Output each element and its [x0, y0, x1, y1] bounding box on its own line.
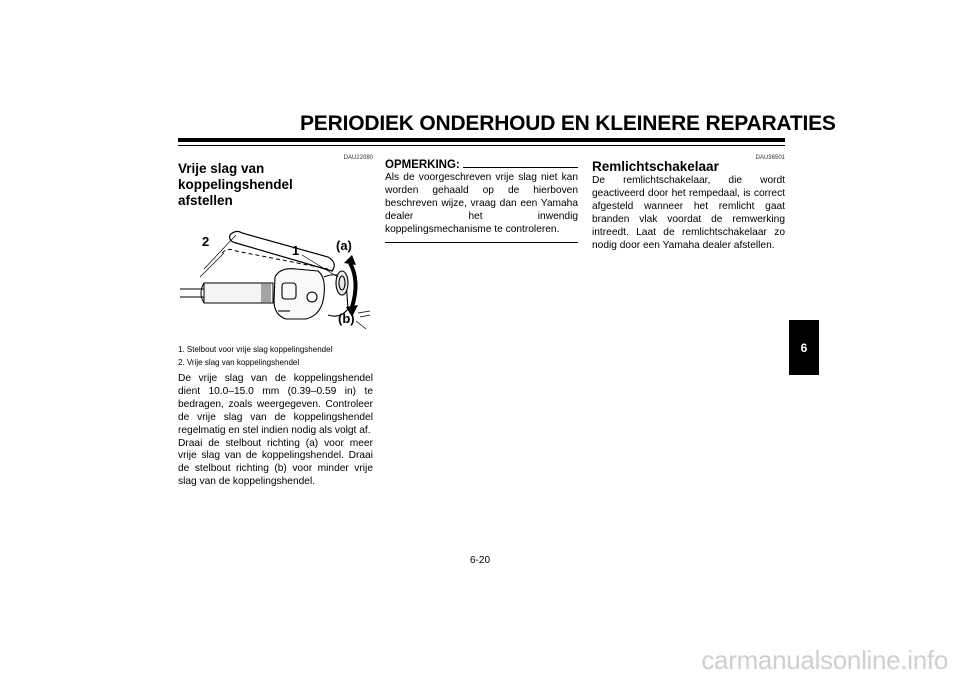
- note-text: Als de voorgeschreven vrije slag niet kan worden gehaald op de hierboven beschreven wijze, vraag dan een Yamaha dealer het inwendig koppelingsmechanisme te controleren.: [385, 172, 578, 235]
- handlebar-grip: [180, 283, 273, 303]
- clutch-body-text: De vrije slag van de koppelingshendel dient 10.0–15.0 mm (0.39–0.59 in) te bedragen, zoals weergegeven. Controleer de vrije slag van de koppelingshendel regelmatig en stel indien nodig als volgt af.: [178, 373, 373, 436]
- chapter-tab: 6: [789, 320, 819, 375]
- note-section: [385, 159, 578, 243]
- caption-item: 2. Vrije slag van koppelingshendel: [178, 358, 300, 367]
- note-bottom-rule: [385, 242, 578, 243]
- section-code-brake: DAU36501: [755, 155, 785, 161]
- clutch-heading-line2: afstellen: [178, 193, 233, 208]
- clutch-section: [178, 161, 373, 489]
- arrow-head-a: [344, 255, 356, 265]
- note-label: OPMERKING:: [385, 159, 460, 171]
- page-header-title: PERIODIEK ONDERHOUD EN KLEINERE REPARATIES: [300, 112, 836, 135]
- clutch-heading-line1: Vrije slag van koppelingshendel: [178, 161, 293, 192]
- page-number: 6-20: [469, 555, 490, 566]
- lever-holder: [324, 271, 348, 316]
- header-rule-thick: [178, 138, 785, 142]
- caption-item: 1. Stelbout voor vrije slag koppelingshendel: [178, 345, 333, 354]
- brake-switch-body: De remlichtschakelaar, die wordt geactiveerd door het rempedaal, is correct afgesteld wanneer het remlicht gaat branden vlak voordat de remwerking intreedt. Laat de remlichtschakelaar zo nodig door een Yamaha dealer afstellen.: [592, 175, 785, 251]
- watermark-text: carmanualsonline.info: [701, 645, 948, 675]
- brake-switch-section: [592, 159, 785, 252]
- adjust-direction-arrow: [350, 263, 356, 307]
- note-header: [385, 159, 578, 171]
- note-header-line: [463, 167, 578, 168]
- switch-housing: [274, 269, 324, 319]
- figure-label-2: 2: [202, 234, 210, 249]
- figure-label-b: (b): [338, 311, 355, 326]
- figure-label-a: (a): [336, 238, 352, 253]
- clutch-body-text-2: Draai de stelbout richting (a) voor meer vrije slag van de koppelingshendel. Draai de stelbout richting (b) voor minder vrije slag van de koppelingshendel.: [178, 437, 373, 488]
- section-code-clutch: DAU22080: [343, 155, 373, 161]
- brake-switch-heading: Remlichtschakelaar: [592, 159, 719, 174]
- freeplay-indicator-line: [200, 253, 224, 277]
- clutch-heading: [178, 161, 373, 209]
- cable-detail: [356, 311, 370, 329]
- clutch-lever-figure: [178, 219, 373, 334]
- figure-label-1: 1: [292, 243, 300, 258]
- figure-captions: [178, 343, 373, 369]
- header-rule-thin: [178, 145, 785, 146]
